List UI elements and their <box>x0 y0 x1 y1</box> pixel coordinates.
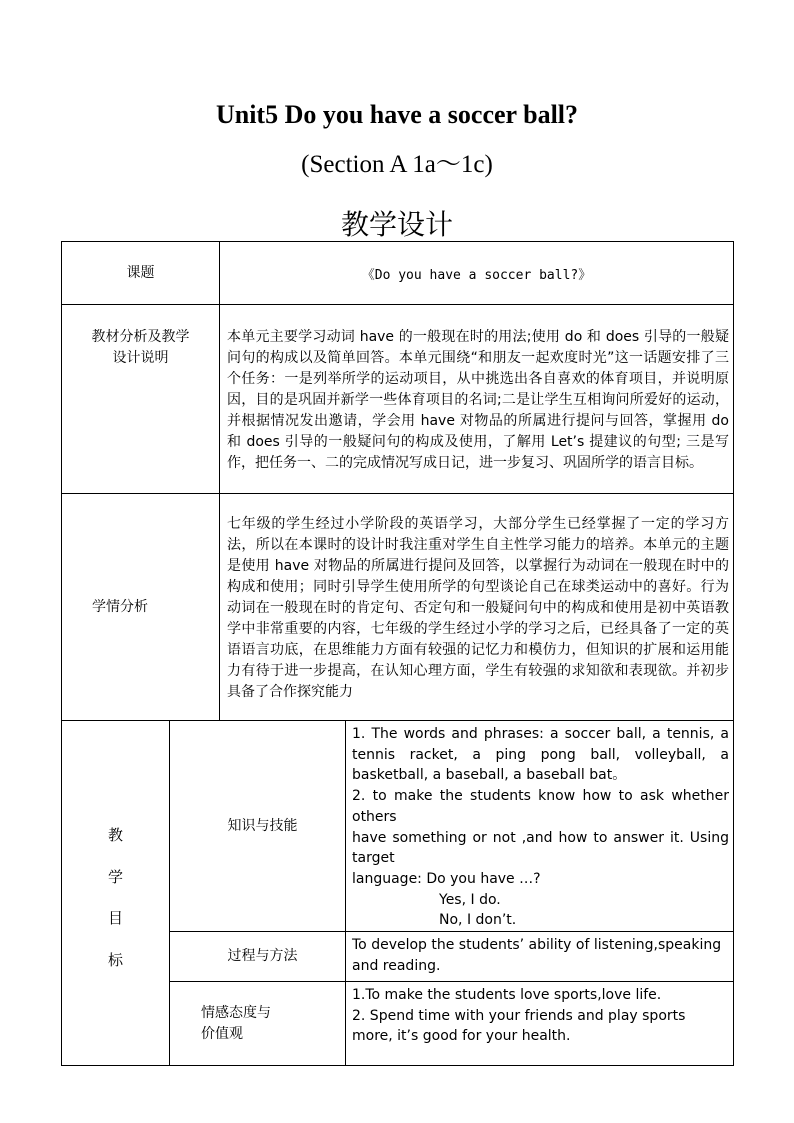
document-type-heading: 教学设计 <box>340 208 453 241</box>
objectives-char-2: 学 <box>107 867 123 886</box>
document-title: Unit5 Do you have a soccer ball? <box>215 100 579 129</box>
knowledge-line-1: 1. The words and phrases: a soccer ball, a tennis, a <box>352 726 729 742</box>
attitude-label <box>170 982 346 1066</box>
analysis-text: 本单元主要学习动词 have 的一般现在时的用法;使用 do 和 does 引导的一般疑问句的构成以及简单回答。本单元围绕“和朋友一起欢度时光”这一话题安排了三个任务：一是列举所学的运动项目，从中挑选出各自喜欢的体育项目，并说明原因，目的是巩固并新学一些体育项目的名词;二是让学生互相询问所爱好的运动，并根据情况发出邀请，学会用 have 对物品的所属进行提问与回答，掌握用 do 和 does 引导的一般疑问句的构成及使用，了解用 Let’s 提建议的句型; 三是写作，把任务一、二的完成情况写成日记，进一步复习、巩固所学的语言目标。 <box>220 305 734 494</box>
knowledge-row <box>62 721 734 932</box>
topic-value: 《Do you have a soccer ball?》 <box>220 242 734 305</box>
attitude-line-1: 1.To make the students love sports,love life. <box>352 987 662 1004</box>
objectives-char-3: 目 <box>107 909 123 928</box>
attitude-label-line2: 价值观 <box>201 1025 243 1042</box>
learner-text: 七年级的学生经过小学阶段的英语学习，大部分学生已经掌握了一定的学习方法，所以在本课时的设计时我注重对学生自主性学习能力的培养。本单元的主题是使用 have 对物品的所属进行提问及回答，以掌握行为动词在一般现在时中的构成和使用；同时引导学生使用所学的句型谈论自己在球类运动中的喜好。行为动词在一般现在时的肯定句、否定句和一般疑问句中的构成和使用是初中英语教学中非常重要的内容，七年级的学生经过小学的学习之后，已经具备了一定的英语语言功底，在思维能力方面有较强的记忆力和模仿力，但知识的扩展和运用能力有待于进一步提高，在认知心理方面，学生有较强的求知欲和表现欲。并初步具备了合作探究能力 <box>220 494 734 721</box>
knowledge-line-2: tennis racket, a ping pong ball, volleyball, a <box>352 746 729 763</box>
knowledge-line-7: Yes, I do. <box>439 891 501 908</box>
topic-label: 课题 <box>62 242 220 305</box>
objectives-char-1: 教 <box>107 826 123 845</box>
knowledge-line-4: 2. to make the students know how to ask whether others <box>352 788 729 825</box>
learner-row <box>62 494 734 721</box>
process-text: To develop the students’ ability of listening,speaking and reading. <box>346 932 734 982</box>
knowledge-label: 知识与技能 <box>170 721 346 932</box>
learner-label: 学情分析 <box>62 494 220 721</box>
analysis-label-line1: 教材分析及教学 <box>91 329 190 345</box>
knowledge-line-6: language: Do you have …? <box>352 870 541 887</box>
analysis-row <box>62 305 734 494</box>
objectives-label <box>62 721 170 1066</box>
knowledge-text <box>346 721 734 932</box>
document-subtitle: (Section A 1a～1c) <box>301 151 493 178</box>
lesson-plan-table <box>61 241 734 1066</box>
process-label: 过程与方法 <box>170 932 346 982</box>
knowledge-line-8: No, I don’t. <box>439 912 517 929</box>
knowledge-line-3: basketball, a baseball, a baseball bat。 <box>352 767 627 784</box>
knowledge-line-5: have something or not ,and how to answer it. Using target <box>352 829 729 867</box>
attitude-label-line1: 情感态度与 <box>201 1004 271 1021</box>
topic-row <box>62 242 734 305</box>
analysis-label-line2: 设计说明 <box>112 350 169 366</box>
attitude-line-2: 2. Spend time with your friends and play sports more, it’s good for your health. <box>352 1007 686 1045</box>
objectives-char-4: 标 <box>107 950 123 969</box>
attitude-text <box>346 982 734 1066</box>
analysis-label <box>62 305 220 494</box>
